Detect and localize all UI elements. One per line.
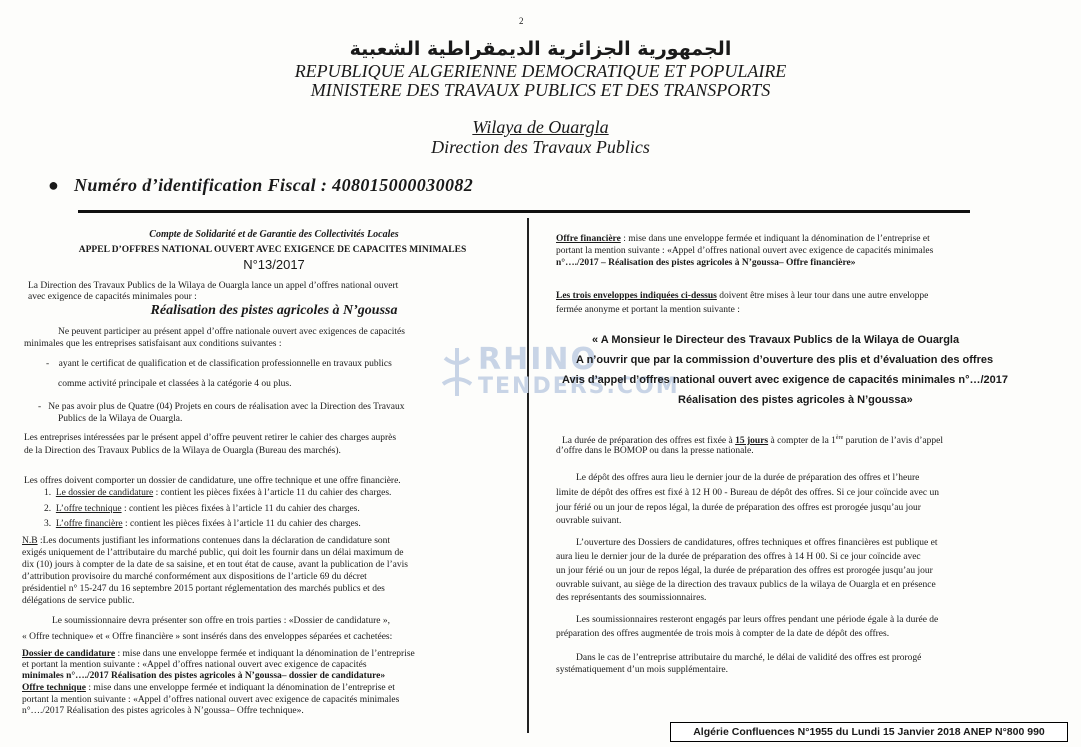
address-line4: Réalisation des pistes agricoles à N’goussa» <box>678 394 913 406</box>
watermark-line1: RHINO <box>478 342 598 377</box>
condition-2 <box>38 401 404 413</box>
tender-title: APPEL D’OFFRES NATIONAL OUVERT AVEC EXIGENCE DE CAPACITES MINIMALES <box>78 245 467 255</box>
list-item-1-text: : contient les pièces fixées à l’article 11 du cahier des charges. <box>153 488 392 498</box>
condition-2-cont: Publics de la Wilaya de Ouargla. <box>58 414 183 424</box>
address-line2: A n’ouvrir que par la commission d’ouverture des plis et d’évaluation des offres <box>576 354 994 366</box>
duree-sup: ère <box>835 435 844 441</box>
nb-line1 <box>22 535 390 547</box>
arabic-republic-title: الجمهورية الجزائرية الديمقراطية الشعبية <box>349 38 732 60</box>
nb-label: N.B <box>22 536 38 546</box>
ouverture-line3: un jour férié ou un jour de repos légal, la durée de préparation des offres est prorogée jusqu’au jour <box>556 566 933 576</box>
wilaya-title: Wilaya de Ouargla <box>472 117 609 137</box>
nb-line6: délégations de service public. <box>22 596 135 606</box>
eligibility-line2: minimales que les entreprises satisfaisant aux conditions suivantes : <box>24 339 282 349</box>
fund-name: Compte de Solidarité et de Garantie des Collectivités Locales <box>149 229 399 240</box>
ouverture-line2: aura lieu le dernier jour de la durée de préparation des offres à 14 H 00. Si ce jour coïncide avec <box>556 552 921 562</box>
offre-technique-text: : mise dans une enveloppe fermée et indiquant la dénomination de l’entreprise et <box>85 683 395 693</box>
column-divider <box>527 218 529 733</box>
offre-financiere-text: : mise dans une enveloppe fermée et indiquant la dénomination de l’entreprise et <box>620 234 930 244</box>
enveloppes-text: doivent être mises à leur tour dans une autre enveloppe <box>716 291 929 301</box>
enveloppes-label: Les trois enveloppes indiquées ci-dessus <box>556 291 717 301</box>
list-item-2-text: : contient les pièces fixées à l’article 11 du cahier des charges. <box>121 504 360 514</box>
condition-1 <box>46 358 392 370</box>
dossier-candidature-line3: minimales n°…./2017 Réalisation des pistes agricoles à N’goussa– dossier de candidature» <box>22 671 386 681</box>
dossier-candidature-text: : mise dans une enveloppe fermée et indiquant la dénomination de l’entreprise <box>115 649 415 659</box>
depot-line3: jour férié ou un jour de repos légal, la durée de préparation des offres est prorogée jusqu’au jour <box>556 503 921 513</box>
list-item-1-label: Le dossier de candidature <box>55 488 154 498</box>
ouverture-line5: des représentants des soumissionnaires. <box>556 593 707 603</box>
project-name: Réalisation des pistes agricoles à N’goussa <box>150 303 398 318</box>
address-line1: « A Monsieur le Directeur des Travaux Publics de la Wilaya de Ouargla <box>592 334 960 346</box>
watermark-line2: TENDERS.COM <box>478 374 680 399</box>
engagement-line1: Les soumissionnaires resteront engagés par leurs offres pendant une période égale à la durée de <box>576 615 939 625</box>
condition-1-cont: comme activité principale et classées à la catégorie 4 ou plus. <box>58 379 292 389</box>
duree-text-c: parution de l’avis d’appel <box>843 436 943 447</box>
direction-title: Direction des Travaux Publics <box>431 137 650 157</box>
ouverture-line1: L’ouverture des Dossiers de candidatures, offres techniques et offres financières est publique et <box>576 538 938 548</box>
offre-technique-line3: n°…./2017 Réalisation des pistes agricoles à N’goussa– Offre technique». <box>22 706 304 716</box>
list-item-2: 2. L’offre technique : contient les pièces fixées à l’article 11 du cahier des charges. <box>44 504 360 514</box>
header-divider <box>78 210 970 213</box>
dossier-candidature-line2: et portant la mention suivante : «Appel d’offres national ouvert avec exigence de capacités <box>22 660 367 670</box>
eligibility-line1: Ne peuvent participer au présent appel d’offre nationale ouvert avec exigences de capacités <box>58 327 405 337</box>
offre-technique-line1 <box>22 682 395 694</box>
nb-line4: d’attribution provisoire du marché conformément aux dispositions de l’article 69 du décret <box>22 572 367 582</box>
depot-line4: ouvrable suivant. <box>556 516 622 526</box>
tender-number: N°13/2017 <box>243 257 305 272</box>
attributaire-line1: Dans le cas de l’entreprise attributaire du marché, le délai de validité des offres est prorogé <box>576 653 922 663</box>
address-line3: Avis d’appel d’offres national ouvert avec exigence de capacités minimales n°…/2017 <box>562 374 1008 386</box>
list-item-3-label: L’offre financière <box>55 519 123 529</box>
offre-financiere-line2: portant la mention suivante : «Appel d’offres national ouvert avec exigence de capacités minimales <box>556 246 934 256</box>
duree-days: 15 jours <box>735 436 769 447</box>
condition-1-text: ayant le certificat de qualification et de classification professionnelle en travaux publics <box>58 359 392 369</box>
submission-line1: Le soumissionnaire devra présenter son offre en trois parties : «Dossier de candidature », <box>52 616 391 626</box>
offre-technique-label: Offre technique <box>22 683 86 693</box>
retrait-line1: Les entreprises intéressées par le présent appel d’offre peuvent retirer le cahier des charges auprès <box>24 433 397 443</box>
depot-line1: Le dépôt des offres aura lieu le dernier jour de la durée de préparation des offres et l’heure <box>576 473 920 483</box>
fiscal-id <box>48 175 473 196</box>
bullet-icon: ● <box>48 175 74 195</box>
engagement-line2: préparation des offres augmentée de trois mois à compter de la date de dépôt des offres. <box>556 629 890 639</box>
duree-line2: d’offre dans le BOMOP ou dans la presse nationale. <box>556 446 754 456</box>
rhino-logo-icon <box>435 344 479 400</box>
list-item-2-label: L’offre technique <box>55 504 122 514</box>
ministry-title: MINISTERE DES TRAVAUX PUBLICS ET DES TRANSPORTS <box>310 80 771 100</box>
offre-technique-line2: portant la mention suivante : «Appel d’offres national ouvert avec exigence de capacités minimales <box>22 695 400 705</box>
offre-financiere-line3: n°…./2017 – Réalisation des pistes agricoles à N’goussa– Offre financière» <box>556 258 856 268</box>
nb-line5: présidentiel n° 15-247 du 16 septembre 2015 portant réglementation des marchés publics et des <box>22 584 385 594</box>
dash-icon: - <box>46 359 59 369</box>
depot-line2: limite de dépôt des offres est fixé à 12 H 00 - Bureau de dépôt des offres. Si ce jour coïncide avec un <box>556 488 939 498</box>
dash-icon: - <box>38 402 49 412</box>
retrait-line2: de la Direction des Travaux Publics de la Wilaya de Ouargla (Bureau des marchés). <box>24 446 341 456</box>
list-item-1: 1. Le dossier de candidature : contient les pièces fixées à l’article 11 du cahier des charges. <box>44 488 392 498</box>
enveloppes-line1 <box>556 290 928 302</box>
nb-line3: dix (10) jours à compter de la date de sa saisine, et en tout état de cause, avant la publication de l’avis <box>22 560 408 570</box>
list-item-3: 3. L’offre financière : contient les pièces fixées à l’article 11 du cahier des charges. <box>44 519 361 529</box>
offres-intro: Les offres doivent comporter un dossier de candidature, une offre technique et une offre financière. <box>24 476 401 486</box>
fiscal-id-text: Numéro d’identification Fiscal : 408015000030082 <box>73 175 474 195</box>
attributaire-line2: systématiquement d’un mois supplémentaire. <box>556 665 729 675</box>
offre-financiere-label: Offre financière <box>556 234 621 244</box>
nb-line2: exigés uniquement de l’attributaire du marché public, qui doit les fournir dans un délai maximum de <box>22 548 404 558</box>
enveloppes-line2: fermée anonyme et portant la mention suivante : <box>556 305 740 315</box>
submission-line2: « Offre technique» et « Offre financière » sont insérés dans des enveloppes séparées et cachetées: <box>22 632 393 642</box>
list-item-3-text: : contient les pièces fixées à l’article 11 du cahier des charges. <box>122 519 361 529</box>
condition-2-text: Ne pas avoir plus de Quatre (04) Projets en cours de réalisation avec la Direction des Travaux <box>48 402 405 412</box>
dossier-candidature-label: Dossier de candidature <box>22 649 116 659</box>
intro-line2: avec exigence de capacités minimales pour : <box>28 292 197 302</box>
nb-line1-text: :Les documents justifiant les informations contenues dans la déclaration de candidature sont <box>37 536 391 546</box>
page-mark: 2 <box>519 16 524 26</box>
offre-financiere-line1 <box>556 233 930 245</box>
duree-text-a: La durée de préparation des offres est fixée à <box>562 436 736 447</box>
ouverture-line4: ouvrable suivant, au siège de la direction des travaux publics de la wilaya de Ouargla et en présence <box>556 580 936 590</box>
republic-title: REPUBLIQUE ALGERIENNE DEMOCRATIQUE ET POPULAIRE <box>294 61 787 81</box>
publication-footer: Algérie Confluences N°1955 du Lundi 15 Janvier 2018 ANEP N°800 990 <box>670 722 1068 742</box>
intro-line1: La Direction des Travaux Publics de la Wilaya de Ouargla lance un appel d’offres national ouvert <box>28 281 399 291</box>
duree-text-b: à compter de la 1 <box>768 436 836 447</box>
